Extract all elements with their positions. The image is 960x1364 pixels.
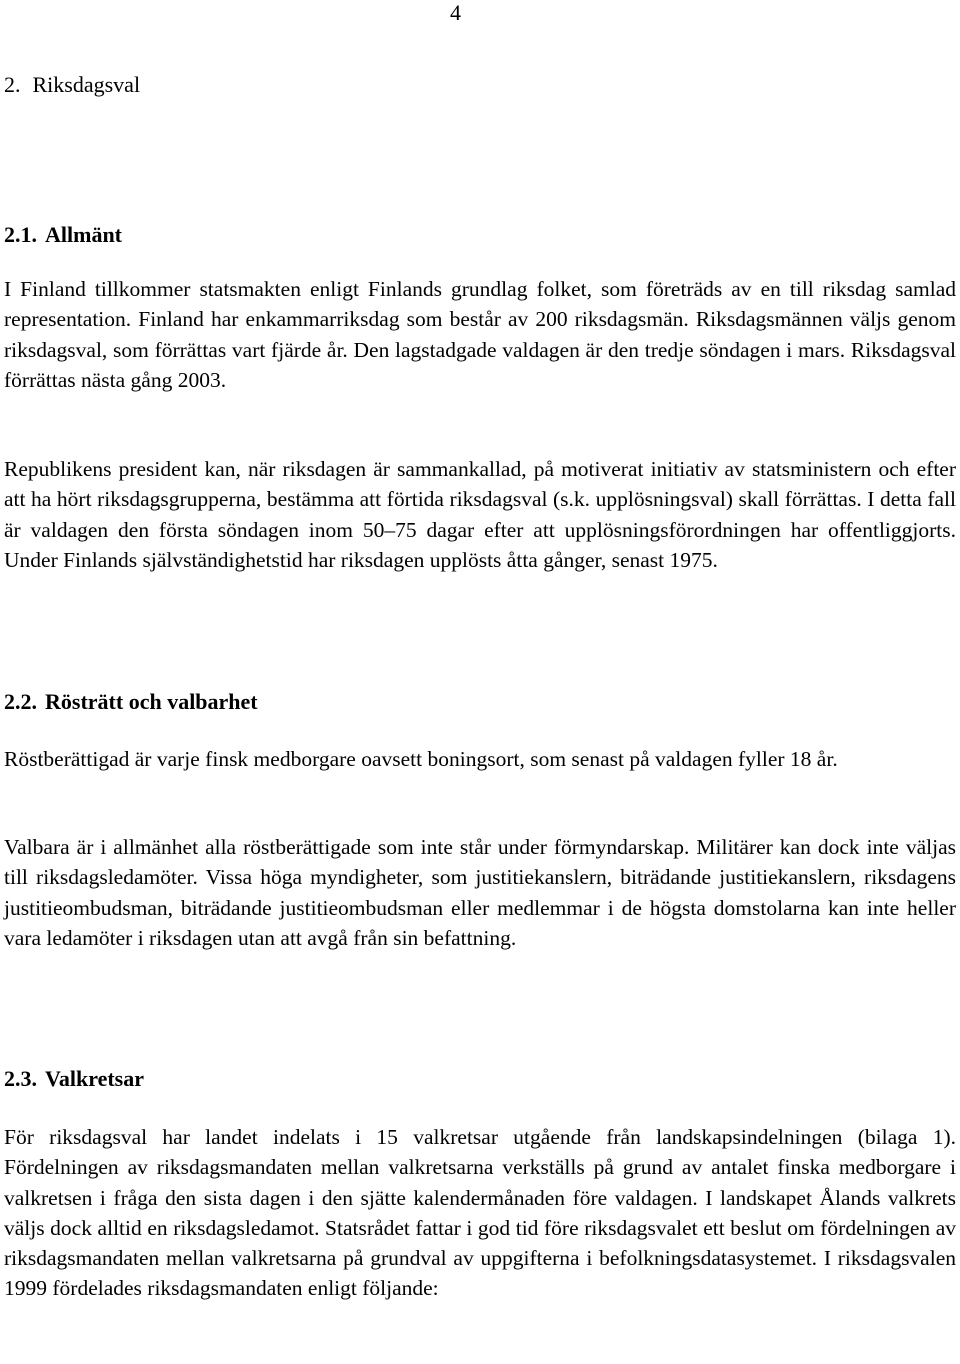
page-number: 4	[450, 0, 461, 25]
subsection-number: 2.3.	[4, 1066, 37, 1091]
subsection-title: Allmänt	[45, 222, 122, 247]
subsection-heading-rostratt	[4, 689, 258, 715]
subsection-title: Rösträtt och valbarhet	[45, 689, 258, 714]
paragraph: Republikens president kan, när riksdagen är sammankallad, på motiverat initiativ av statsministern och efter att ha hört riksdagsgrupperna, bestämma att förtida riksdagsval (s.k. upplösningsval) skall förrättas. I detta fall är valdagen den första söndagen inom 50–75 dagar efter att upplösningsförordningen har offentliggjorts. Under Finlands självständighetstid har riksdagen upplösts åtta gånger, senast 1975.	[4, 457, 956, 572]
subsection-heading-allmant	[4, 222, 122, 248]
subsection-title: Valkretsar	[45, 1066, 144, 1091]
paragraph: Valbara är i allmänhet alla röstberättigade som inte står under förmyndarskap. Militärer kan dock inte väljas till riksdagsledamöter. Vissa höga myndigheter, som justitiekanslern, biträdande justitiekanslern, riksdagens justitieombudsman, biträdande justitieombudsman eller medlemmar i de högsta domstolarna kan inte heller vara ledamöter i riksdagen utan att avgå från sin befattning.	[4, 835, 956, 950]
subsection-number: 2.2.	[4, 689, 37, 714]
section-heading	[4, 72, 140, 98]
paragraph: I Finland tillkommer statsmakten enligt Finlands grundlag folket, som företräds av en till riksdag samlad representation. Finland har enkammarriksdag som består av 200 riksdagsmän. Riksdagsmännen väljs genom riksdagsval, som förrättas vart fjärde år. Den lagstadgade valdagen är den tredje söndagen i mars. Riksdagsval förrättas nästa gång 2003.	[4, 277, 956, 392]
subsection-number: 2.1.	[4, 222, 37, 247]
section-title: Riksdagsval	[32, 72, 141, 97]
subsection-heading-valkretsar	[4, 1066, 144, 1092]
paragraph: För riksdagsval har landet indelats i 15 valkretsar utgående från landskapsindelningen (bilaga 1). Fördelningen av riksdagsmandaten mellan valkretsarna verkställs på grund av antalet finska medborgare i valkretsen i fråga den sista dagen i den sjätte kalendermånaden före valdagen. I landskapet Ålands valkrets väljs dock alltid en riksdagsledamot. Statsrådet fattar i god tid före riksdagsvalet ett beslut om fördelningen av riksdagsmandaten mellan valkretsarna på grundval av uppgifterna i befolkningsdatasystemet. I riksdagsvalen 1999 fördelades riksdagsmandaten enligt följande:	[4, 1125, 956, 1301]
section-number: 2.	[4, 72, 21, 97]
paragraph: Röstberättigad är varje finsk medborgare oavsett boningsort, som senast på valdagen fyller 18 år.	[4, 747, 838, 771]
